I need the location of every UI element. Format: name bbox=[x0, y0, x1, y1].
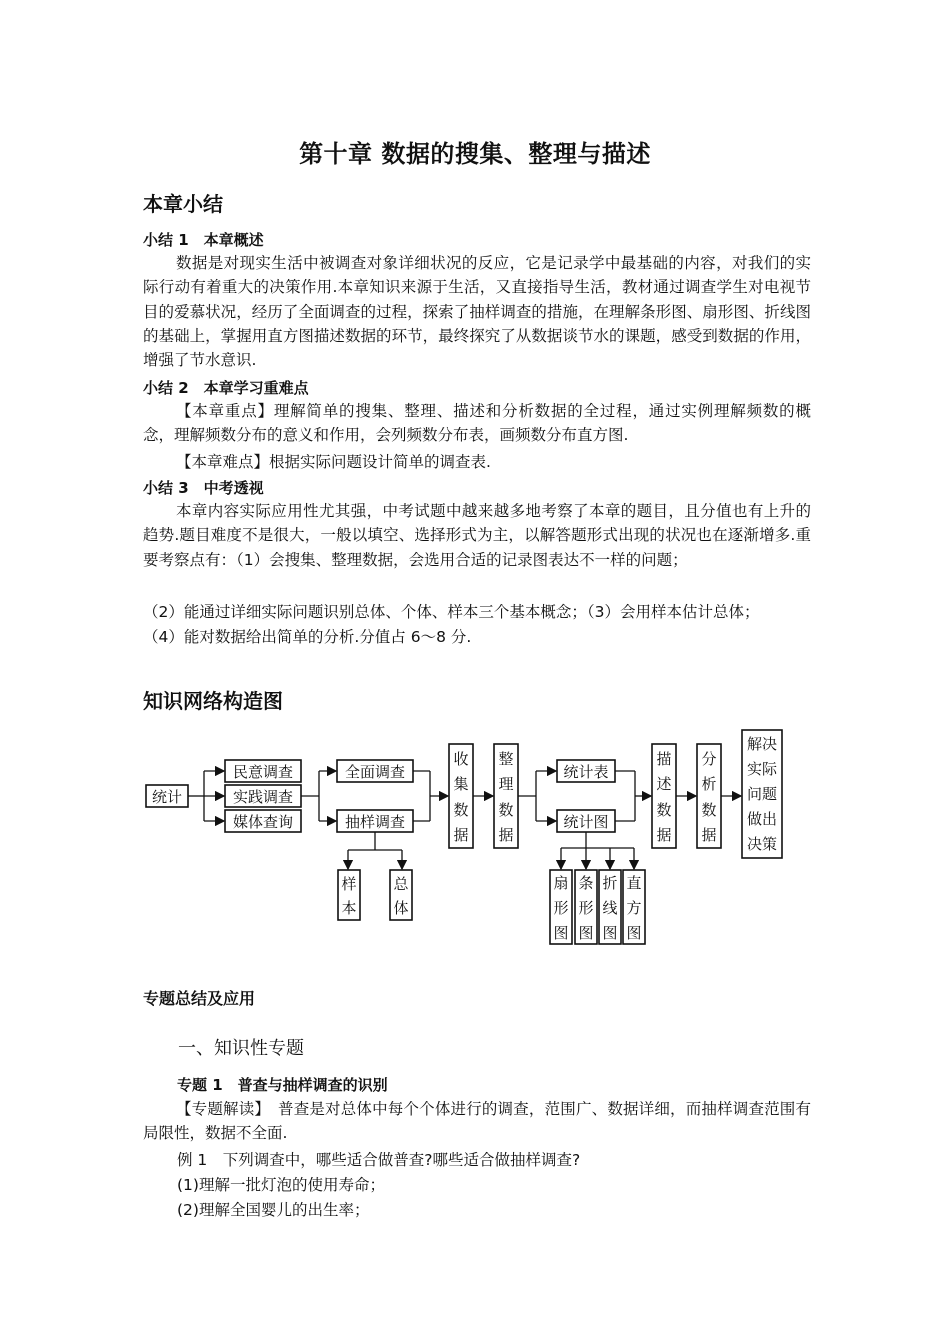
node-decide-line-4: 做出 bbox=[746, 810, 778, 828]
knowledge-network-diagram bbox=[140, 726, 820, 956]
node-sample-label-1: 样 bbox=[341, 875, 357, 893]
node-decide-line-2: 实际 bbox=[746, 760, 778, 778]
node-survey-media-label: 媒体查询 bbox=[232, 813, 294, 831]
node-bar-chart-char-1: 条 bbox=[578, 874, 594, 892]
summary-3-text: 本章内容实际应用性尤其强，中考试题中越来越多地考察了本章的题目，且分值也有上升的趋势.题目难度不是很大，一般以填空、选择形式为主，以解答题形式出现的状况也在逐渐增多.重要考察点有：（1）会搜集、整理数据，会选用合适的记录图表达不一样的问题； bbox=[143, 502, 811, 569]
node-collect-data-char-1: 收 bbox=[453, 750, 469, 768]
node-stat-table-label: 统计表 bbox=[563, 763, 609, 781]
node-analyze-data-char-1: 分 bbox=[701, 750, 717, 768]
summary-heading: 本章小结 bbox=[143, 192, 223, 216]
topic-1-explanation: 【专题解读】 普查是对总体中每个个体进行的调查，范围广、数据详细，而抽样调查范围有局限性，数据不全面. bbox=[143, 1100, 811, 1143]
node-full-survey-label: 全面调查 bbox=[344, 763, 406, 781]
document-title: 第十章 数据的搜集、整理与描述 bbox=[299, 140, 651, 168]
node-pie-chart-char-1: 扇 bbox=[553, 874, 569, 892]
topics-heading: 专题总结及应用 bbox=[143, 989, 256, 1008]
node-analyze-data-char-4: 据 bbox=[701, 826, 717, 844]
node-statistics-label: 统计 bbox=[151, 788, 183, 806]
node-collect-data-char-4: 据 bbox=[453, 826, 469, 844]
node-population-label-2: 体 bbox=[393, 899, 409, 917]
node-decide-line-3: 问题 bbox=[746, 785, 778, 803]
example-1-item-1: (1)理解一批灯泡的使用寿命； bbox=[177, 1176, 385, 1194]
node-bar-chart-char-2: 形 bbox=[578, 899, 594, 917]
node-analyze-data-char-2: 析 bbox=[701, 775, 717, 793]
node-describe-data-char-3: 数 bbox=[656, 801, 672, 819]
summary-3-line-2: （2）能通过详细实际问题识别总体、个体、样本三个基本概念；（3）会用样本估计总体； bbox=[143, 603, 760, 621]
node-organize-data-char-3: 数 bbox=[498, 801, 514, 819]
network-heading: 知识网络构造图 bbox=[143, 689, 283, 713]
summary-2-title: 小结 2 本章学习重难点 bbox=[143, 379, 309, 397]
node-collect-data-char-3: 数 bbox=[453, 801, 469, 819]
node-organize-data-char-2: 理 bbox=[498, 775, 514, 793]
node-histogram-char-2: 方 bbox=[626, 899, 642, 917]
node-survey-opinion-label: 民意调查 bbox=[232, 763, 294, 781]
node-population-label-1: 总 bbox=[393, 875, 409, 893]
node-sample-label-2: 本 bbox=[341, 899, 357, 917]
node-line-chart-char-2: 线 bbox=[602, 899, 618, 917]
node-organize-data-char-1: 整 bbox=[498, 750, 514, 768]
node-sample-survey-label: 抽样调查 bbox=[344, 813, 406, 831]
node-line-chart-char-3: 图 bbox=[602, 924, 618, 942]
node-histogram-char-3: 图 bbox=[626, 924, 642, 942]
node-survey-practice-label: 实践调查 bbox=[232, 788, 294, 806]
node-analyze-data-char-3: 数 bbox=[701, 801, 717, 819]
example-1-item-2: (2)理解全国婴儿的出生率； bbox=[177, 1201, 370, 1219]
node-collect-data-char-2: 集 bbox=[453, 775, 469, 793]
node-describe-data-char-4: 据 bbox=[656, 826, 672, 844]
topic-1-title: 专题 1 普查与抽样调查的识别 bbox=[177, 1076, 388, 1094]
summary-1-title: 小结 1 本章概述 bbox=[143, 231, 264, 249]
node-bar-chart-char-3: 图 bbox=[578, 924, 594, 942]
node-organize-data-char-4: 据 bbox=[498, 826, 514, 844]
node-stat-chart-label: 统计图 bbox=[563, 813, 609, 831]
summary-3-line-3: （4）能对数据给出简单的分析.分值占 6～8 分. bbox=[143, 628, 472, 646]
example-1-question: 例 1 下列调查中，哪些适合做普查?哪些适合做抽样调查? bbox=[177, 1151, 581, 1169]
node-decide-line-5: 决策 bbox=[746, 835, 778, 853]
topics-subheading: 一、知识性专题 bbox=[178, 1038, 304, 1059]
summary-1-text: 数据是对现实生活中被调查对象详细状况的反应，它是记录学中最基础的内容，对我们的实际行动有着重大的决策作用.本章知识来源于生活，又直接指导生活，教材通过调查学生对电视节目的爱慕状况，经历了全面调查的过程，探索了抽样调查的措施，在理解条形图、扇形图、折线图的基础上，掌握用直方图描述数据的环节，最终探究了从数据谈节水的课题，感受到数据的作用，增强了节水意识. bbox=[143, 254, 811, 370]
node-describe-data-char-2: 述 bbox=[656, 775, 672, 793]
node-describe-data-char-1: 描 bbox=[656, 750, 672, 768]
node-pie-chart-char-3: 图 bbox=[553, 924, 569, 942]
node-line-chart-char-1: 折 bbox=[602, 874, 618, 892]
node-decide-line-1: 解决 bbox=[746, 735, 778, 753]
node-histogram-char-1: 直 bbox=[626, 874, 642, 892]
summary-2-key-points: 【本章重点】理解简单的搜集、整理、描述和分析数据的全过程，通过实例理解频数的概念，理解频数分布的意义和作用，会列频数分布表，画频数分布直方图. bbox=[143, 402, 811, 445]
node-pie-chart-char-2: 形 bbox=[553, 899, 569, 917]
summary-2-difficult-points: 【本章难点】根据实际问题设计简单的调查表. bbox=[176, 453, 491, 471]
summary-3-title: 小结 3 中考透视 bbox=[143, 479, 264, 497]
